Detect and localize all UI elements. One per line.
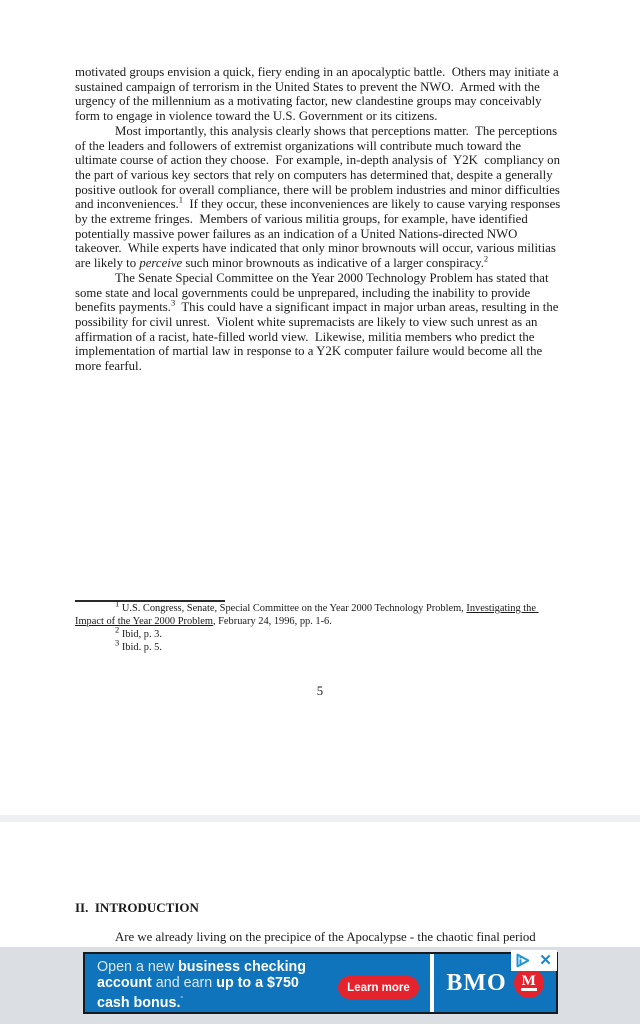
page-1-body: [75, 65, 565, 374]
page-number: 5: [316, 683, 324, 698]
footnote-ref-3: 3: [170, 297, 176, 308]
footnote-1-title: Investigating the Impact of the Year 2000 Problem: [75, 602, 539, 627]
italic-perceive: perceive: [139, 256, 183, 271]
footnote-ref-2: 2: [483, 253, 489, 264]
footnote-ref-1: 1: [178, 195, 184, 206]
ad-strip-background: [0, 947, 640, 1024]
adchoices-icon[interactable]: [511, 950, 534, 971]
disclaimer-mark: °: [180, 995, 184, 1003]
document-page-2: [0, 822, 640, 947]
footnote-1: $^1$ U.S. Congress, Senate, Special Committee on the Year 2000 Technology Problem, Investigating the Impact of the Year 2000 Problem, February 24, 1996, pp. 1-6.: [75, 598, 539, 627]
bmo-roundel-icon: M: [514, 968, 544, 998]
footnote-3: $^3$ Ibid. p. 5.: [115, 637, 162, 653]
paragraph-1: [75, 65, 565, 124]
close-icon[interactable]: ✕: [534, 950, 557, 971]
section-heading-introduction: II. INTRODUCTION: [75, 900, 199, 915]
bmo-wordmark: BMO: [446, 970, 507, 996]
paragraph-3: The Senate Special Committee on the Year 2000 Technology Problem has stated that some state and local governments could be unprepared, including the inability to provide benefits payments.$^3$ This could have a significant impact in major urban areas, resulting in the possibility for civil unrest. Violent white supremacists are likely to view such unrest as an affirmation of a racist, hate-filled world view. Likewise, militia members who predict the implementation of martial law in response to a Y2K computer failure would become all the more fearful.: [75, 270, 562, 374]
learn-more-button[interactable]: Learn more: [338, 976, 419, 999]
footnotes: [75, 598, 565, 654]
bmo-ad-banner[interactable]: [83, 952, 558, 1014]
paragraph-1-text: motivated groups envision a quick, fiery ending in an apocalyptic battle. Others may initiate a sustained campaign of terrorism in the United States to prevent the NWO. Armed with the urgency of the millennium as a motivating factor, new clandestine groups may conceivably form to engage in violence toward the U.S. Government or its citizens.: [75, 65, 562, 124]
ad-copy[interactable]: Open a new business checking account and earn up to a $750 cash bonus.°: [97, 959, 307, 1011]
page-2-paragraph: Are we already living on the precipice of the Apocalypse - the chaotic final period: [115, 930, 536, 944]
footnote-2: $^2$ Ibid, p. 3.: [115, 624, 162, 640]
ad-controls: [511, 950, 557, 971]
paragraph-2: Most importantly, this analysis clearly shows that perceptions matter. The perceptions of the leaders and followers of extremist organizations will contribute much toward the ultimate course of action they choose. For example, in-depth analysis of Y2K compliancy on the part of various key sectors that rely on computers has determined that, despite a generally positive outlook for overall compliance, there will be problem industries and minor difficulties and inconveniences.$^1$ If they occur, these inconveniences are likely to cause varying responses by the extreme fringes. Members of various militia groups, for example, have identified potentially massive power failures as an indication of a United Nations-directed NWO takeover. While experts have indicated that only minor brownouts will occur, various militias are likely to perceive such minor brownouts as indicative of a larger conspiracy.$^2$: [75, 123, 564, 271]
page-break-gap: [0, 815, 640, 822]
